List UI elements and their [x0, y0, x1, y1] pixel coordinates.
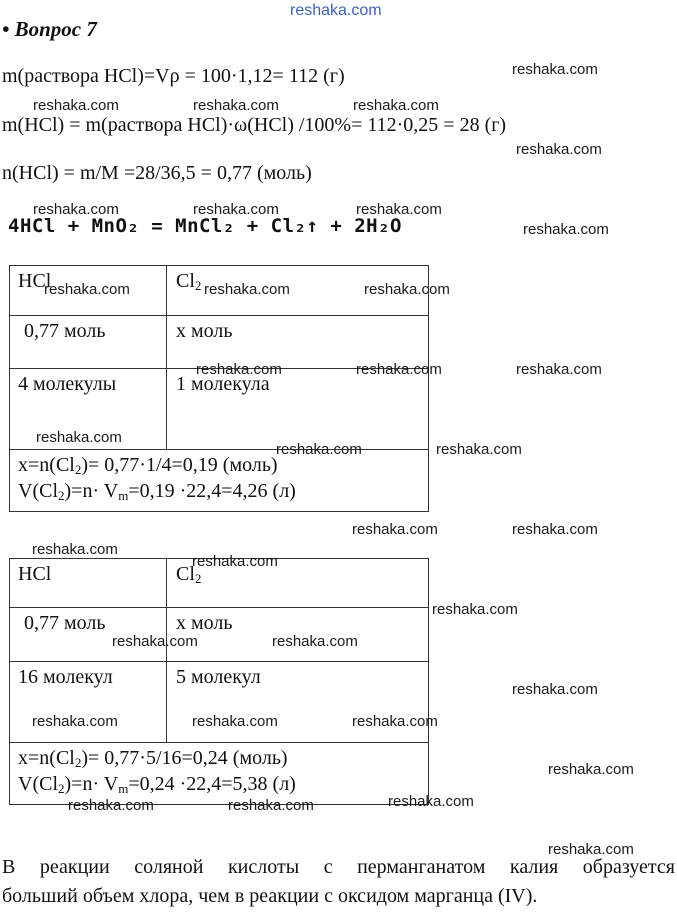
table2-divider	[9, 742, 429, 743]
table2-calc-x: $х=n(Cl_2)= 0,77\cdot 5/16=0,24$ (моль)	[18, 747, 288, 770]
watermark: reshaka.com	[523, 221, 609, 238]
watermark-top: reshaka.com	[290, 2, 382, 19]
question-heading: • Вопрос 7	[2, 17, 97, 41]
hcl-mass-line: m(HCl) = m(раствора HCl)·ω(HCl) /100%= 112·0,25 = 28 (г)	[2, 114, 507, 136]
table1-cl2-moles: х моль	[176, 320, 233, 342]
table1-hcl-moles: 0,77 моль	[24, 320, 106, 342]
watermark: reshaka.com	[548, 761, 634, 778]
conclusion-paragraph	[2, 853, 675, 911]
watermark: reshaka.com	[192, 713, 278, 730]
watermark: reshaka.com	[512, 61, 598, 78]
watermark: reshaka.com	[352, 521, 438, 538]
table1-column-divider	[166, 265, 167, 449]
watermark: reshaka.com	[193, 97, 279, 114]
watermark: reshaka.com	[68, 797, 154, 814]
watermark: reshaka.com	[353, 97, 439, 114]
table1-calc-x: $х=n(Cl_2)= 0,77\cdot 1/4=0,19$ (моль)	[18, 454, 278, 477]
watermark: reshaka.com	[352, 713, 438, 730]
watermark: reshaka.com	[512, 681, 598, 698]
watermark: reshaka.com	[112, 633, 198, 650]
reaction-equation: 4HCl + MnO₂ = MnCl₂ + Cl₂↑ + 2H₂O	[8, 215, 402, 237]
watermark: reshaka.com	[272, 633, 358, 650]
table2-column-divider	[166, 558, 167, 742]
watermark: reshaka.com	[36, 429, 122, 446]
solution-mass-line: m(раствора HCl)=Vρ = 100·1,12= 112 (г)	[2, 65, 345, 87]
watermark: reshaka.com	[196, 361, 282, 378]
watermark: reshaka.com	[364, 281, 450, 298]
table1-cl2-molecules: 1 молекула	[176, 373, 270, 395]
watermark: reshaka.com	[192, 553, 278, 570]
watermark: reshaka.com	[548, 841, 634, 858]
watermark: reshaka.com	[436, 441, 522, 458]
conclusion-line-2: больший объем хлора, чем в реакции с оксидом марганца (IV).	[2, 885, 538, 907]
watermark: reshaka.com	[516, 361, 602, 378]
table2-calc-volume: $V(Cl_2)=n\cdot V_m=0,24 \cdot 22,4=5,38$ (л)	[18, 773, 296, 796]
table2-divider	[9, 661, 429, 662]
conclusion-line-1: В реакции соляной кислоты с перманганатом калия образуется	[2, 856, 675, 878]
hcl-moles-line: n(HCl) = m/M =28/36,5 = 0,77 (моль)	[2, 162, 312, 184]
table2-header-cl2: $Cl_2$	[176, 563, 202, 586]
watermark: reshaka.com	[356, 361, 442, 378]
watermark: reshaka.com	[276, 441, 362, 458]
table2-cl2-molecules: 5 молекул	[176, 666, 261, 688]
table1-divider	[9, 449, 429, 450]
table1-divider	[9, 315, 429, 316]
watermark: reshaka.com	[512, 521, 598, 538]
table1-header-cl2: $Cl_2$	[176, 270, 202, 293]
table2-hcl-molecules: 16 молекул	[18, 666, 113, 688]
watermark: reshaka.com	[228, 797, 314, 814]
watermark: reshaka.com	[432, 601, 518, 618]
watermark: reshaka.com	[32, 541, 118, 558]
watermark: reshaka.com	[33, 201, 119, 218]
watermark: reshaka.com	[44, 281, 130, 298]
table2-header-hcl: HCl	[18, 563, 52, 585]
watermark: reshaka.com	[356, 201, 442, 218]
watermark: reshaka.com	[32, 713, 118, 730]
watermark: reshaka.com	[388, 793, 474, 810]
table2-cl2-moles: х моль	[176, 612, 233, 634]
watermark: reshaka.com	[33, 97, 119, 114]
table1-hcl-molecules: 4 молекулы	[18, 373, 117, 395]
watermark: reshaka.com	[193, 201, 279, 218]
table2-hcl-moles: 0,77 моль	[24, 612, 106, 634]
table2-divider	[9, 607, 429, 608]
watermark: reshaka.com	[516, 141, 602, 158]
table1-calc-volume: $V(Cl_2)=n\cdot V_m=0,19 \cdot 22,4=4,26$ (л)	[18, 480, 296, 503]
watermark: reshaka.com	[204, 281, 290, 298]
table1-header-hcl: HCl	[18, 270, 52, 292]
